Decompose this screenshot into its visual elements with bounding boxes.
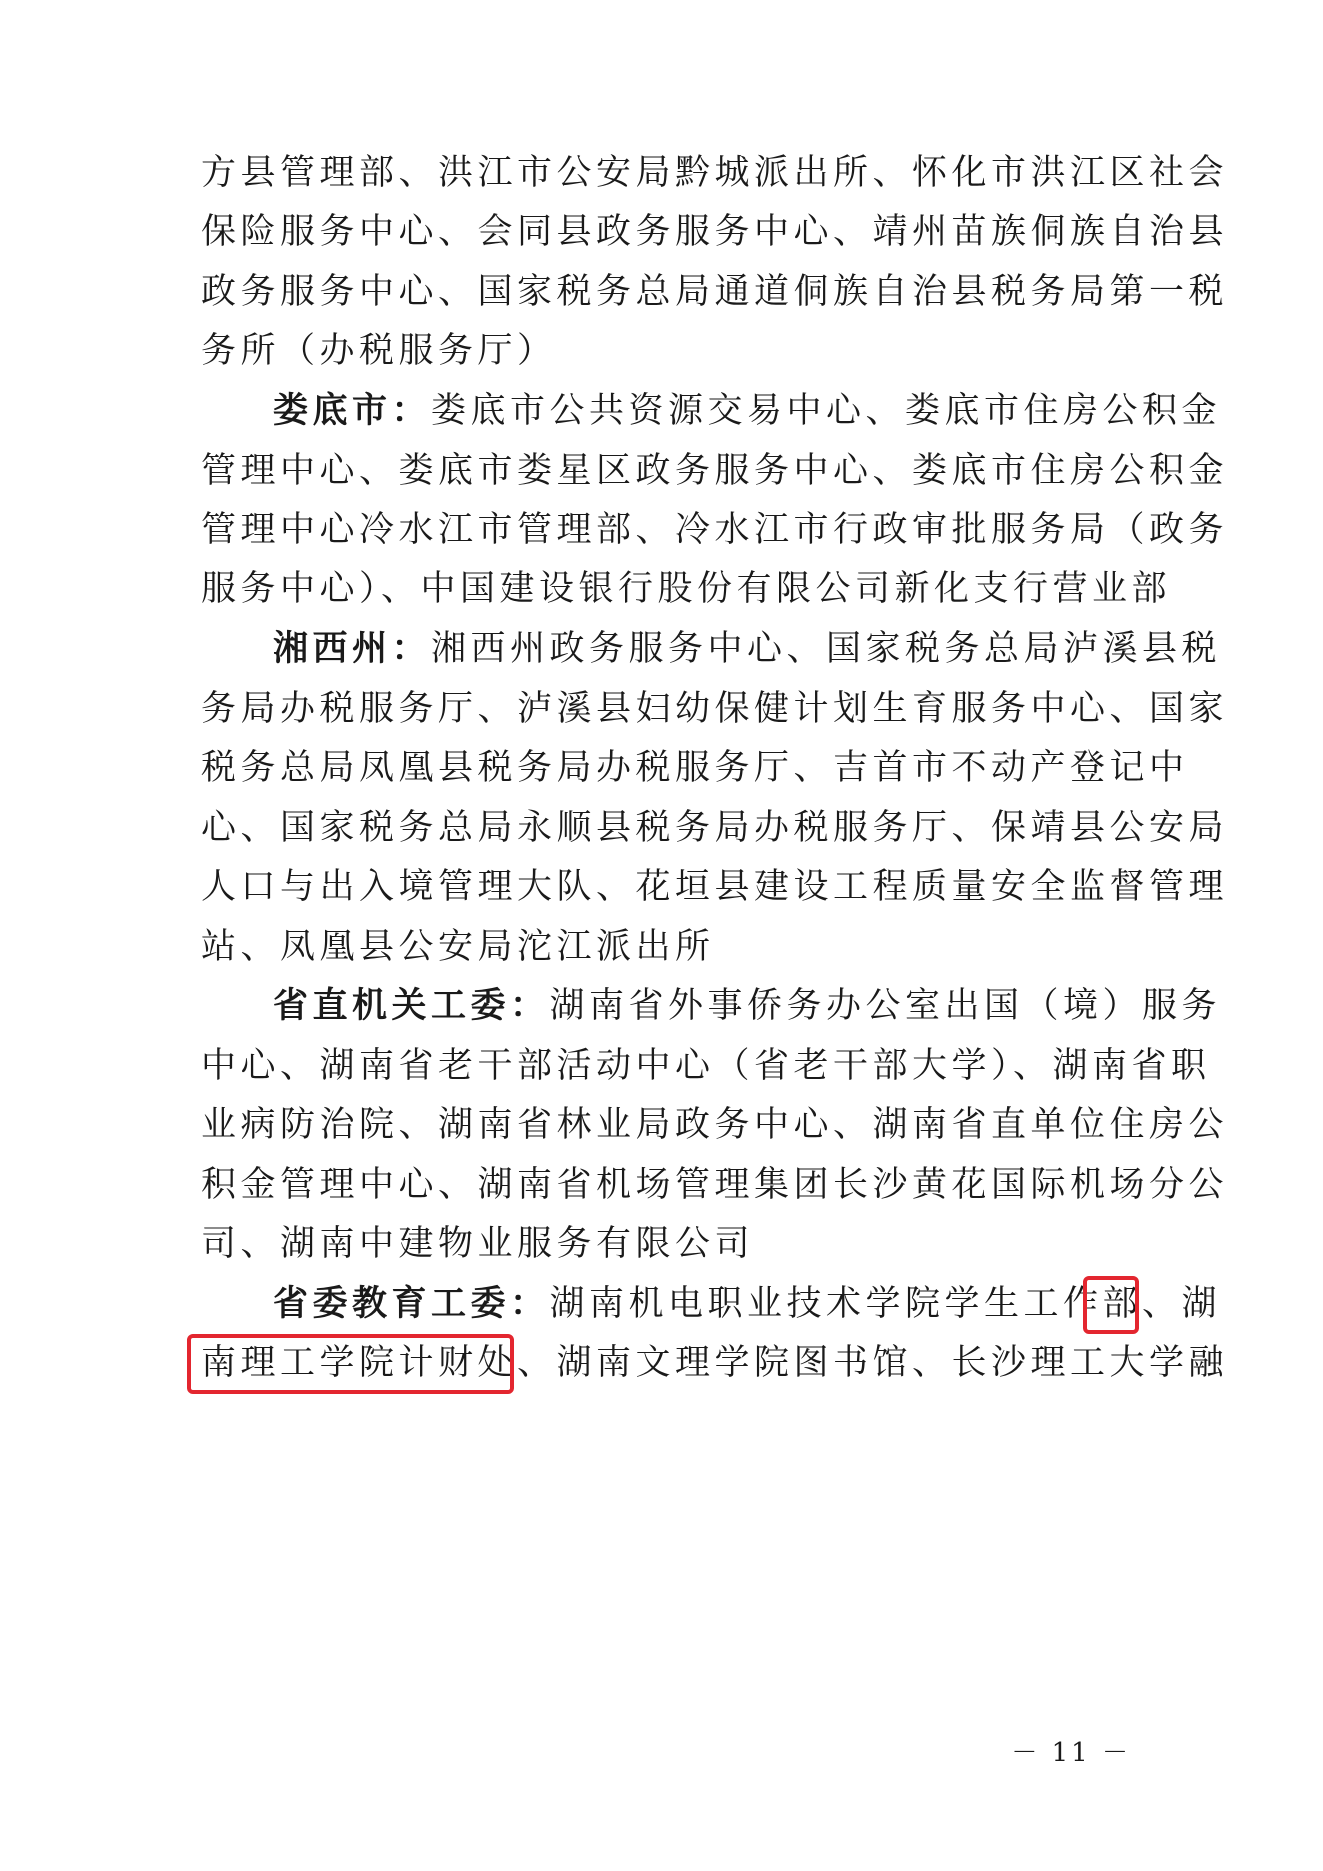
body-line: 心、国家税务总局永顺县税务局办税服务厅、保靖县公安局 bbox=[201, 808, 1229, 848]
body-line: 中心、湖南省老干部活动中心（省老干部大学）、湖南省职 bbox=[201, 1046, 1211, 1086]
highlight-box-start bbox=[1083, 1276, 1139, 1334]
section-text: 湘西州政务服务中心、国家税务总局泸溪县税 bbox=[431, 629, 1222, 669]
body-line: 站、凤凰县公安局沱江派出所 bbox=[201, 927, 715, 967]
section-text: 娄底市公共资源交易中心、娄底市住房公积金 bbox=[431, 391, 1222, 431]
body-line: 司、湖南中建物业服务有限公司 bbox=[201, 1224, 755, 1264]
body-line: 方县管理部、洪江市公安局黔城派出所、怀化市洪江区社会 bbox=[201, 153, 1229, 193]
body-line: 管理中心冷水江市管理部、冷水江市行政审批服务局（政务 bbox=[201, 510, 1229, 550]
body-line: 业病防治院、湖南省林业局政务中心、湖南省直单位住房公 bbox=[201, 1105, 1229, 1145]
body-line: 服务中心）、中国建设银行股份有限公司新化支行营业部 bbox=[201, 569, 1172, 609]
section-heading: 省委教育工委： bbox=[273, 1283, 550, 1324]
section-text: 湖南机电职业技术学院学生工作部、 bbox=[549, 1284, 1182, 1324]
section-heading: 省直机关工委： bbox=[273, 985, 550, 1026]
section-xiangxi bbox=[273, 623, 1222, 675]
page-number: － 11 － bbox=[1011, 1738, 1131, 1768]
body-line: 积金管理中心、湖南省机场管理集团长沙黄花国际机场分公 bbox=[201, 1165, 1229, 1205]
body-line: 保险服务中心、会同县政务服务中心、靖州苗族侗族自治县 bbox=[201, 212, 1229, 252]
section-jiaoyu bbox=[273, 1278, 1222, 1330]
section-loudi bbox=[273, 385, 1222, 437]
body-line: 政务服务中心、国家税务总局通道侗族自治县税务局第一税 bbox=[201, 272, 1229, 312]
body-line: 税务总局凤凰县税务局办税服务厅、吉首市不动产登记中 bbox=[201, 748, 1189, 788]
body-text: 湖南文理学院图书馆、长沙理工大学融 bbox=[556, 1343, 1229, 1383]
body-line: 人口与出入境管理大队、花垣县建设工程质量安全监督管理 bbox=[201, 867, 1229, 907]
section-shengzhi bbox=[273, 980, 1222, 1032]
highlighted-text-start: 湖 bbox=[1181, 1284, 1222, 1324]
section-heading: 湘西州： bbox=[273, 628, 432, 669]
body-line: 务所（办税服务厅） bbox=[201, 331, 557, 371]
highlighted-text-rest: 南理工学院计财处、 bbox=[201, 1343, 557, 1383]
body-line: 管理中心、娄底市娄星区政务服务中心、娄底市住房公积金 bbox=[201, 451, 1229, 491]
section-text: 湖南省外事侨务办公室出国（境）服务 bbox=[549, 986, 1222, 1026]
highlight-box-end bbox=[187, 1334, 514, 1394]
section-heading: 娄底市： bbox=[273, 390, 432, 431]
body-line: 务局办税服务厅、泸溪县妇幼保健计划生育服务中心、国家 bbox=[201, 689, 1229, 729]
